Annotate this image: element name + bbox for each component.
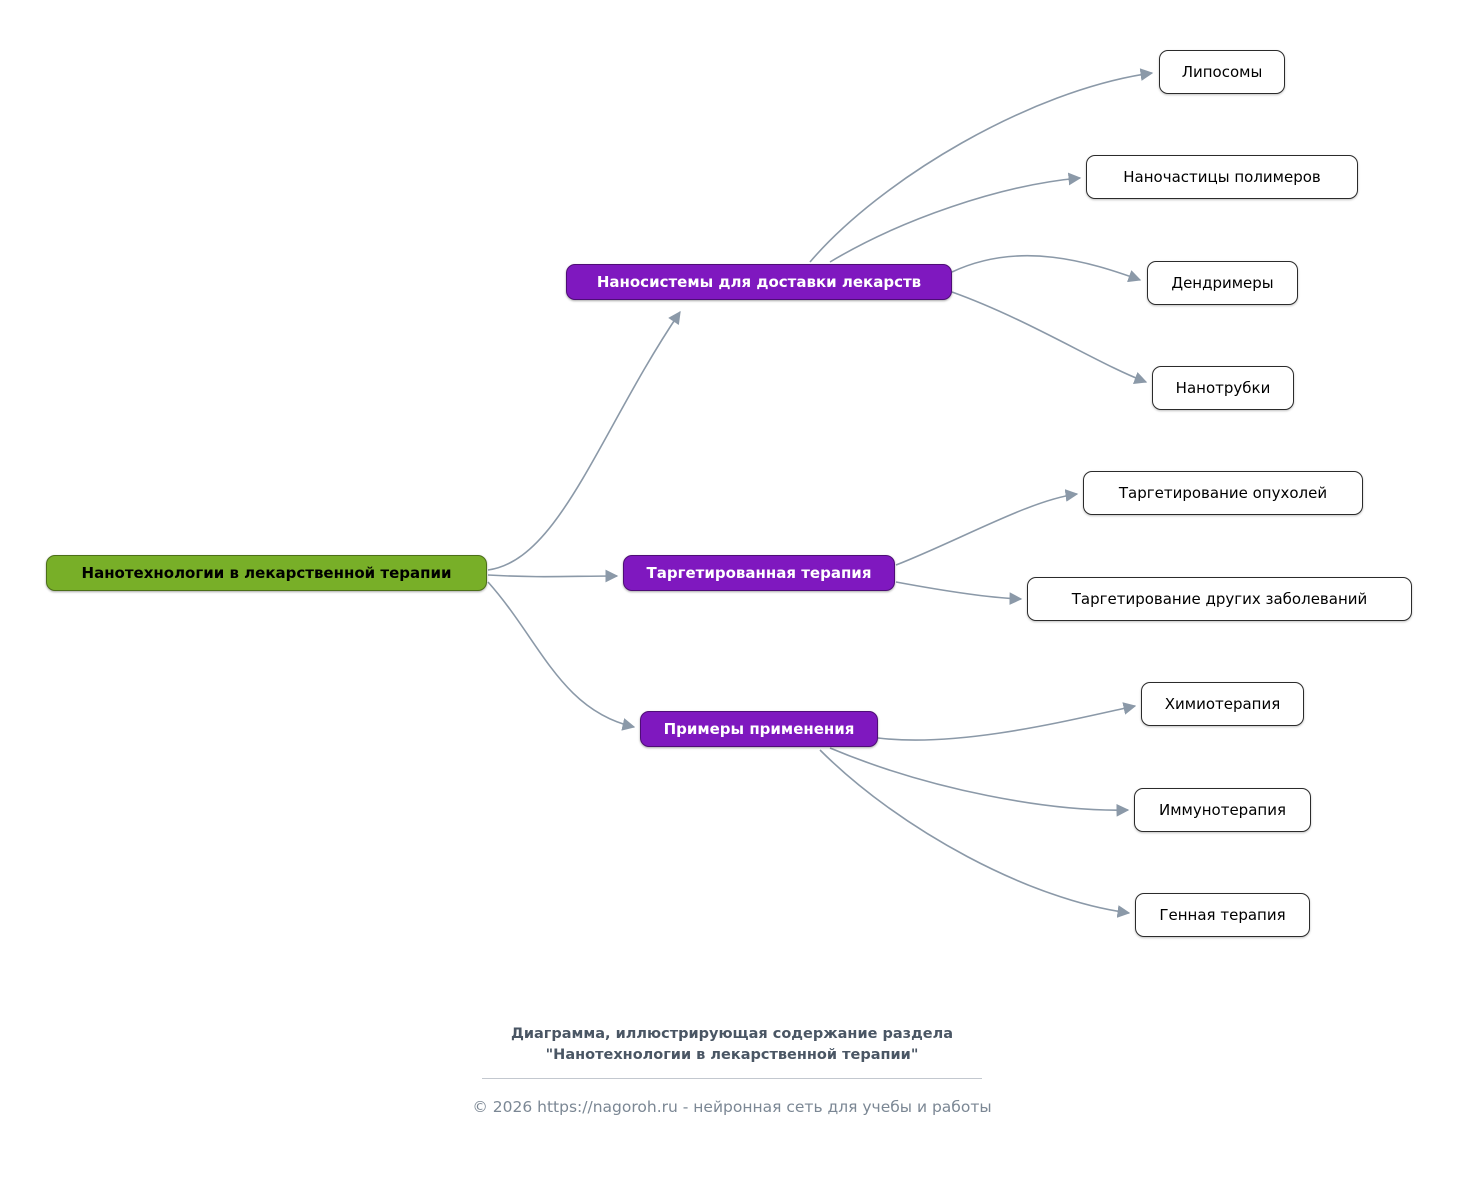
node-leaf-chemotherapy[interactable] bbox=[1141, 682, 1304, 726]
footer-text: © 2026 https://nagoroh.ru - нейронная сеть для учебы и работы bbox=[472, 1098, 992, 1116]
diagram-caption bbox=[0, 1024, 1464, 1066]
node-branch-targeted-therapy-label: Таргетированная терапия bbox=[646, 563, 872, 582]
node-leaf-dendrimers-label: Дендримеры bbox=[1171, 273, 1274, 292]
edge-applications-immunotherapy bbox=[830, 748, 1128, 810]
edge-root-applications bbox=[488, 582, 634, 727]
edge-nanosystems-dendrimers bbox=[952, 256, 1140, 280]
node-branch-nanosystems[interactable] bbox=[566, 264, 952, 300]
node-branch-applications-label: Примеры применения bbox=[663, 719, 855, 738]
edge-targeted-other bbox=[896, 582, 1021, 599]
edge-applications-chemotherapy bbox=[878, 706, 1135, 740]
node-leaf-nanotubes-label: Нанотрубки bbox=[1175, 378, 1271, 397]
node-leaf-chemotherapy-label: Химиотерапия bbox=[1164, 694, 1281, 713]
node-leaf-polymer-nanoparticles-label: Наночастицы полимеров bbox=[1123, 167, 1321, 186]
node-leaf-nanotubes[interactable] bbox=[1152, 366, 1294, 410]
node-leaf-tumor-targeting-label: Таргетирование опухолей bbox=[1118, 483, 1328, 502]
node-leaf-polymer-nanoparticles[interactable] bbox=[1086, 155, 1358, 199]
node-leaf-immunotherapy-label: Иммунотерапия bbox=[1159, 800, 1286, 819]
node-leaf-dendrimers[interactable] bbox=[1147, 261, 1298, 305]
node-branch-applications[interactable] bbox=[640, 711, 878, 747]
node-leaf-other-disease-targeting[interactable] bbox=[1027, 577, 1412, 621]
node-branch-nanosystems-label: Наносистемы для доставки лекарств bbox=[596, 272, 922, 291]
edge-root-nanosystems bbox=[488, 312, 680, 570]
caption-divider bbox=[482, 1078, 982, 1079]
node-root-label: Нанотехнологии в лекарственной терапии bbox=[81, 563, 452, 582]
edge-applications-gene bbox=[820, 750, 1129, 913]
edge-targeted-tumor bbox=[896, 494, 1077, 565]
node-leaf-other-disease-targeting-label: Таргетирование других заболеваний bbox=[1071, 589, 1368, 608]
node-leaf-liposomes[interactable] bbox=[1159, 50, 1285, 94]
node-root[interactable] bbox=[46, 555, 487, 591]
node-leaf-immunotherapy[interactable] bbox=[1134, 788, 1311, 832]
node-leaf-gene-therapy[interactable] bbox=[1135, 893, 1310, 937]
edge-root-targeted bbox=[488, 575, 617, 577]
caption-line-2: "Нанотехнологии в лекарственной терапии" bbox=[545, 1047, 919, 1064]
node-leaf-gene-therapy-label: Генная терапия bbox=[1159, 905, 1286, 924]
node-branch-targeted-therapy[interactable] bbox=[623, 555, 895, 591]
edge-nanosystems-nanotubes bbox=[952, 292, 1146, 382]
node-leaf-liposomes-label: Липосомы bbox=[1181, 62, 1263, 81]
caption-line-1: Диаграмма, иллюстрирующая содержание раздела bbox=[510, 1026, 954, 1042]
edge-nanosystems-polymers bbox=[830, 178, 1080, 262]
node-leaf-tumor-targeting[interactable] bbox=[1083, 471, 1363, 515]
